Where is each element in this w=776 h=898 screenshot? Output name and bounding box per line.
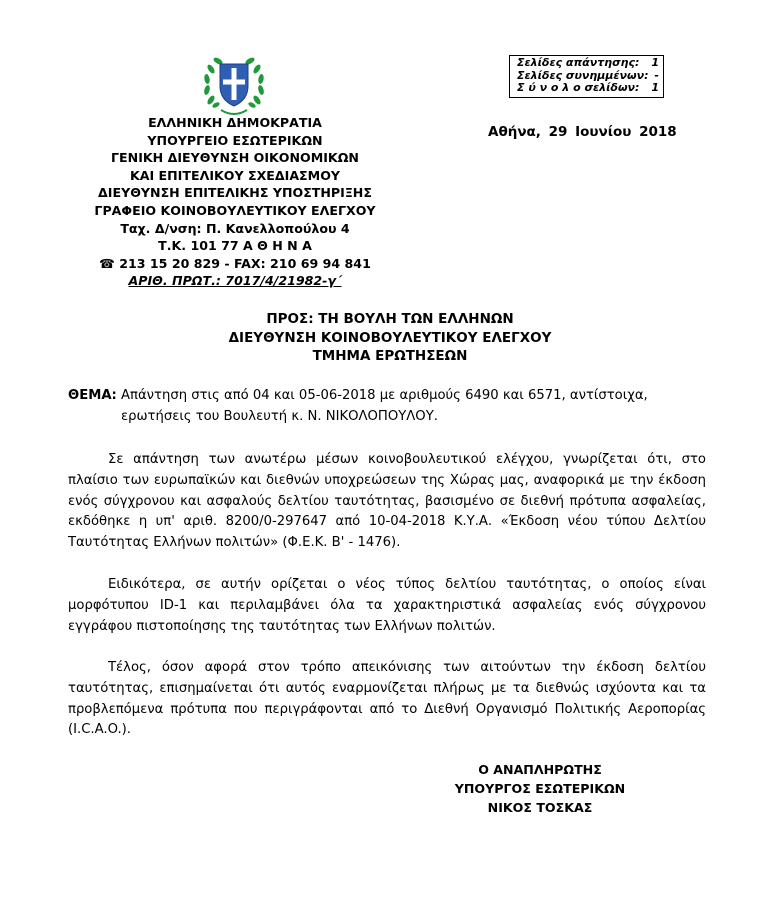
issuer-line: ΓΡΑΦΕΙΟ ΚΟΙΝΟΒΟΥΛΕΥΤΙΚΟΥ ΕΛΕΓΧΟΥ: [94, 202, 376, 218]
subject-block: [68, 386, 706, 428]
issuer-line: ΥΠΟΥΡΓΕΙΟ ΕΣΩΤΕΡΙΚΩΝ: [147, 132, 323, 148]
pages-value: 1: [651, 81, 659, 95]
signature-line: ΥΠΟΥΡΓΟΣ ΕΣΩΤΕΡΙΚΩΝ: [454, 781, 626, 797]
body-paragraph: Τέλος, όσον αφορά στον τρόπο απεικόνισης των αιτούντων την έκδοση δελτίου ταυτότητας, επισημαίνεται ότι αυτός εναρμονίζεται πλήρως με τα διεθνώς ισχύοντα και τα προβλεπόμενα πρότυπα που περιγράφονται από το Διεθνή Οργανισμό Πολιτικής Αεροπορίας (I.C.A.O.).: [68, 660, 706, 738]
pages-value: 1: [651, 56, 659, 69]
pages-value: -: [654, 68, 659, 82]
signature-block: [440, 760, 640, 818]
issuer-line: ΚΑΙ ΕΠΙΤΕΛΙΚΟΥ ΣΧΕΔΙΑΣΜΟΥ: [129, 167, 341, 183]
protocol-number: ΑΡΙΘ. ΠΡΩΤ.: 7017/4/21982-γ΄: [128, 273, 342, 289]
pages-label: Σ ύ ν ο λ ο σελίδων:: [517, 81, 640, 95]
signature-line: Ο ΑΝΑΠΛΗΡΩΤΗΣ: [478, 762, 602, 777]
phone-icon: ☎: [99, 255, 115, 271]
recipient-line: ΠΡΟΣ: ΤΗ ΒΟΥΛΗ ΤΩΝ ΕΛΛΗΝΩΝ: [266, 311, 514, 327]
phone-line: [60, 255, 410, 273]
subject-continuation: ερωτήσεις του Βουλευτή κ. Ν. ΝΙΚΟΛΟΠΟΥΛΟΥ.: [121, 408, 438, 424]
body-paragraph: Ειδικότερα, σε αυτήν ορίζεται ο νέος τύπος δελτίου ταυτότητας, ο οποίος είναι μορφότυπου ID-1 και περιλαμβάνει όλα τα χαρακτηριστικά ασφαλείας ενός σύγχρονου εγγράφου πιστοποίησης της ταυτότητας των Ελλήνων πολιτών.: [68, 577, 706, 634]
recipient-line: ΤΜΗΜΑ ΕΡΩΤΗΣΕΩΝ: [312, 348, 468, 364]
document-date: Αθήνα, 29 Ιουνίου 2018: [488, 124, 677, 140]
body-paragraph: Σε απάντηση των ανωτέρω μέσων κοινοβουλευτικού ελέγχου, γνωρίζεται ότι, στο πλαίσιο των ευρωπαϊκών και διεθνών υποχρεώσεων της Χώρας μας, αναφορικά με την έκδοση ενός σύγχρονου και ασφαλούς δελτίου ταυτότητας, βασισμένο σε διεθνή πρότυπα ασφαλείας, εκδόθηκε η υπ' αριθ. 8200/0-297647 από 10-04-2018 Κ.Υ.Α. «Έκδοση νέου τύπου Δελτίου Ταυτότητας Ελλήνων πολιτών» (Φ.Ε.Κ. Β' - 1476).: [68, 452, 706, 551]
issuer-block: [60, 114, 410, 290]
issuer-line: ΓΕΝΙΚΗ ΔΙΕΥΘΥΝΣΗ ΟΙΚΟΝΟΜΙΚΩΝ: [111, 150, 359, 166]
pages-row: [517, 57, 659, 70]
postcode-line: Τ.Κ. 101 77 Α Θ Η Ν Α: [158, 238, 312, 254]
pages-label: Σελίδες συνημμένων:: [517, 68, 649, 82]
subject-label: ΘΕΜΑ:: [68, 388, 117, 403]
recipient-line: ΔΙΕΥΘΥΝΣΗ ΚΟΙΝΟΒΟΥΛΕΥΤΙΚΟΥ ΕΛΕΓΧΟΥ: [228, 329, 552, 346]
signature-line: ΝΙΚΟΣ ΤΟΣΚΑΣ: [487, 800, 593, 816]
phone-fax-text: 213 15 20 829 - FAX: 210 69 94 841: [119, 255, 371, 271]
pages-label: Σελίδες απάντησης:: [517, 56, 640, 69]
issuer-line: ΔΙΕΥΘΥΝΣΗ ΕΠΙΤΕΛΙΚΗΣ ΥΠΟΣΤΗΡΙΞΗΣ: [98, 185, 372, 201]
recipient-block: [140, 310, 640, 366]
issuer-line: ΕΛΛΗΝΙΚΗ ΔΗΜΟΚΡΑΤΙΑ: [148, 115, 322, 130]
subject-text: Απάντηση στις από 04 και 05-06-2018 με αριθμούς 6490 και 6571, αντίστοιχα,: [121, 388, 648, 403]
pages-row: [517, 82, 659, 95]
address-line: Ταχ. Δ/νση: Π. Κανελλοπούλου 4: [120, 220, 350, 236]
greek-emblem-icon: [199, 52, 269, 118]
subject-line: [68, 386, 706, 407]
pages-count-box: [509, 55, 664, 98]
